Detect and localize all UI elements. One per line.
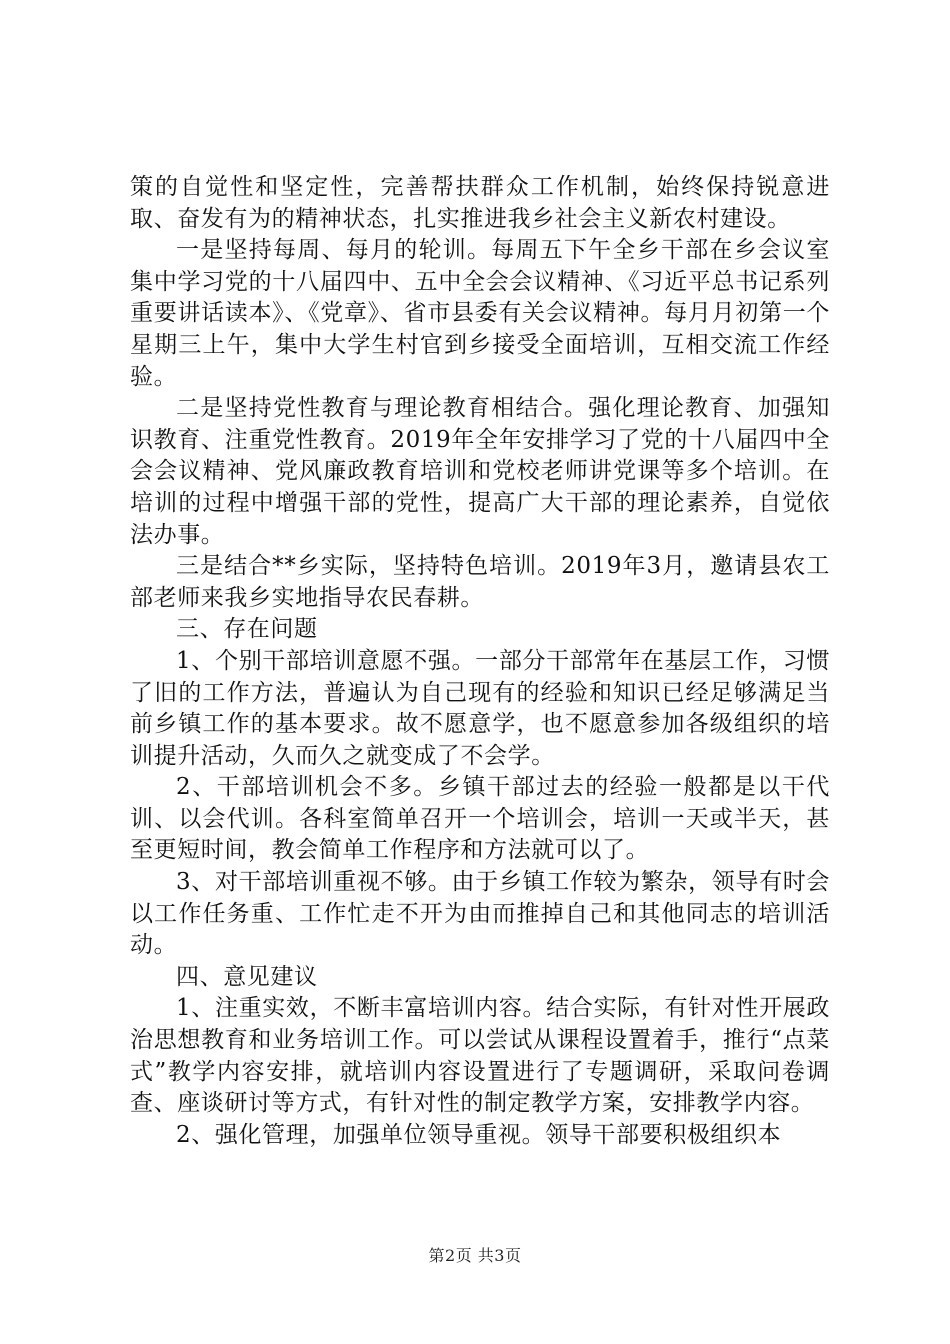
paragraph-problem-1: 1、个别干部培训意愿不强。一部分干部常年在基层工作，习惯了旧的工作方法，普遍认为自己现有的经验和知识已经足够满足当前乡镇工作的基本要求。故不愿意学，也不愿意参加各级组织的培训提升活动，久而久之就变成了不会学。 — [130, 647, 830, 769]
paragraph-special-training: 三是结合**乡实际，坚持特色培训。2019年3月，邀请县农工部老师来我乡实地指导农民春耕。 — [130, 553, 830, 611]
paragraph-suggestion-1: 1、注重实效，不断丰富培训内容。结合实际，有针对性开展政治思想教育和业务培训工作。可以尝试从课程设置着手，推行“点菜式”教学内容安排，就培训内容设置进行了专题调研，采取问卷调查、座谈研讨等方式，有针对性的制定教学方案，安排教学内容。 — [130, 995, 830, 1117]
section-heading-suggestions: 四、意见建议 — [176, 963, 318, 990]
page-footer: 第2页 共3页 — [428, 1246, 522, 1265]
paragraph-weekly-training: 一是坚持每周、每月的轮训。每周五下午全乡干部在乡会议室集中学习党的十八届四中、五中全会会议精神、《习近平总书记系列重要讲话读本》、《党章》、省市县委有关会议精神。每月月初第一个星期三上午，集中大学生村官到乡接受全面培训，互相交流工作经验。 — [130, 237, 830, 390]
section-heading-problems: 三、存在问题 — [176, 616, 318, 643]
paragraph-suggestion-2: 2、强化管理，加强单位领导重视。领导干部要积极组织本 — [176, 1121, 782, 1148]
paragraph-party-education: 二是坚持党性教育与理论教育相结合。强化理论教育、加强知识教育、注重党性教育。2019年全年安排学习了党的十八届四中全会会议精神、党风廉政教育培训和党校老师讲党课等多个培训。在培训的过程中增强干部的党性，提高广大干部的理论素养，自觉依法办事。 — [130, 395, 830, 548]
paragraph-continuation: 策的自觉性和坚定性，完善帮扶群众工作机制，始终保持锐意进取、奋发有为的精神状态，扎实推进我乡社会主义新农村建设。 — [130, 174, 830, 232]
document-body — [130, 172, 830, 1151]
paragraph-problem-2: 2、干部培训机会不多。乡镇干部过去的经验一般都是以干代训、以会代训。各科室简单召开一个培训会，培训一天或半天，甚至更短时间，教会简单工作程序和方法就可以了。 — [130, 774, 830, 864]
paragraph-problem-3: 3、对干部培训重视不够。由于乡镇工作较为繁杂，领导有时会以工作任务重、工作忙走不开为由而推掉自己和其他同志的培训活动。 — [130, 869, 830, 959]
